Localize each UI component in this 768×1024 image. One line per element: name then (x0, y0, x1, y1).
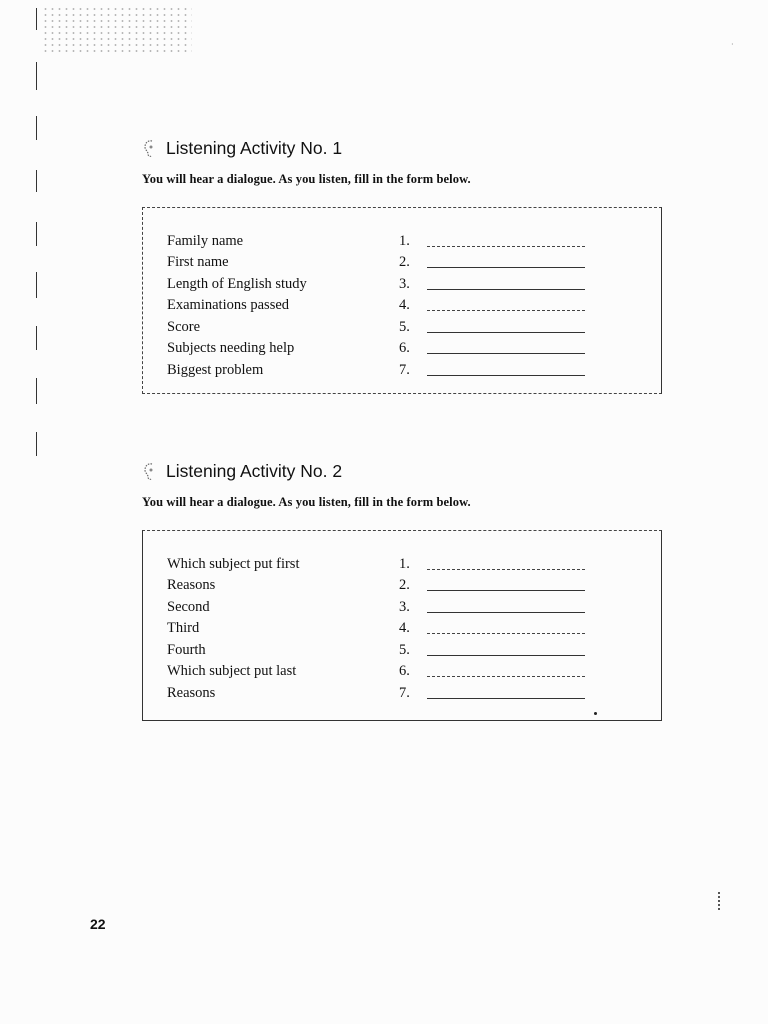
form-row-number: 5. (399, 318, 410, 335)
answer-blank[interactable] (427, 590, 585, 591)
form-row-number: 4. (399, 297, 410, 313)
form-row-number: 1. (399, 555, 410, 572)
scan-mark: · (731, 40, 734, 49)
answer-blank[interactable] (427, 698, 585, 699)
form-row (143, 314, 661, 336)
activity-2-instructions: You will hear a dialogue. As you listen, fill in the form below. (142, 495, 471, 509)
form-row-label: Reasons (167, 577, 216, 593)
form-row-number: 2. (399, 254, 410, 270)
form-row-label: Score (167, 318, 201, 335)
form-row (143, 293, 661, 315)
answer-blank[interactable] (427, 267, 585, 268)
answer-blank[interactable] (427, 289, 585, 290)
scan-ticks (718, 892, 720, 912)
form-row (143, 228, 661, 250)
form-row-label: Which subject put last (167, 663, 297, 679)
ear-icon (142, 461, 156, 481)
left-margin-marks (36, 0, 40, 470)
form-row-label: Biggest problem (167, 361, 264, 378)
form-row-label: Third (167, 620, 200, 636)
activity-1-title (142, 136, 667, 160)
answer-blank[interactable] (427, 375, 585, 376)
form-row-number: 3. (399, 275, 410, 292)
form-row (143, 659, 661, 681)
form-row-number: 1. (399, 232, 410, 249)
form-row (143, 271, 661, 293)
answer-blank[interactable] (427, 246, 585, 247)
form-row-number: 2. (399, 577, 410, 593)
form-row (143, 357, 661, 379)
listening-activity-1 (142, 136, 667, 394)
activity-1-form (142, 207, 662, 394)
activity-1-instructions: You will hear a dialogue. As you listen, fill in the form below. (142, 172, 471, 186)
activity-2-form (142, 530, 662, 721)
form-row (143, 637, 661, 659)
answer-blank[interactable] (427, 655, 585, 656)
form-row (143, 616, 661, 638)
form-row-label: Reasons (167, 684, 216, 701)
form-row (143, 680, 661, 702)
form-row-number: 7. (399, 361, 410, 378)
form-row-label: First name (167, 254, 229, 270)
activity-1-title-text: Listening Activity No. 1 (166, 137, 343, 158)
form-row (143, 336, 661, 358)
answer-blank[interactable] (427, 612, 585, 613)
scan-dot (594, 712, 597, 715)
form-row-label: Fourth (167, 641, 206, 658)
form-row-label: Second (167, 598, 210, 615)
answer-blank[interactable] (427, 569, 585, 570)
form-row-label: Which subject put first (167, 555, 300, 572)
form-row-number: 6. (399, 340, 410, 356)
answer-blank[interactable] (427, 676, 585, 677)
answer-blank[interactable] (427, 310, 585, 311)
form-row (143, 551, 661, 573)
answer-blank[interactable] (427, 332, 585, 333)
form-row-label: Subjects needing help (167, 340, 295, 356)
scan-speckle (42, 6, 192, 54)
activity-2-title-text: Listening Activity No. 2 (166, 460, 343, 481)
form-row-number: 7. (399, 684, 410, 701)
form-row (143, 573, 661, 595)
form-row-label: Length of English study (167, 275, 307, 292)
answer-blank[interactable] (427, 353, 585, 354)
page-number: 22 (90, 916, 106, 932)
form-row-number: 3. (399, 598, 410, 615)
form-row (143, 594, 661, 616)
form-row-number: 6. (399, 663, 410, 679)
ear-icon (142, 138, 156, 158)
form-row (143, 250, 661, 272)
form-row-number: 4. (399, 620, 410, 636)
listening-activity-2 (142, 459, 667, 721)
activity-2-title (142, 459, 667, 483)
form-row-label: Examinations passed (167, 297, 290, 313)
form-row-number: 5. (399, 641, 410, 658)
answer-blank[interactable] (427, 633, 585, 634)
form-row-label: Family name (167, 232, 244, 249)
